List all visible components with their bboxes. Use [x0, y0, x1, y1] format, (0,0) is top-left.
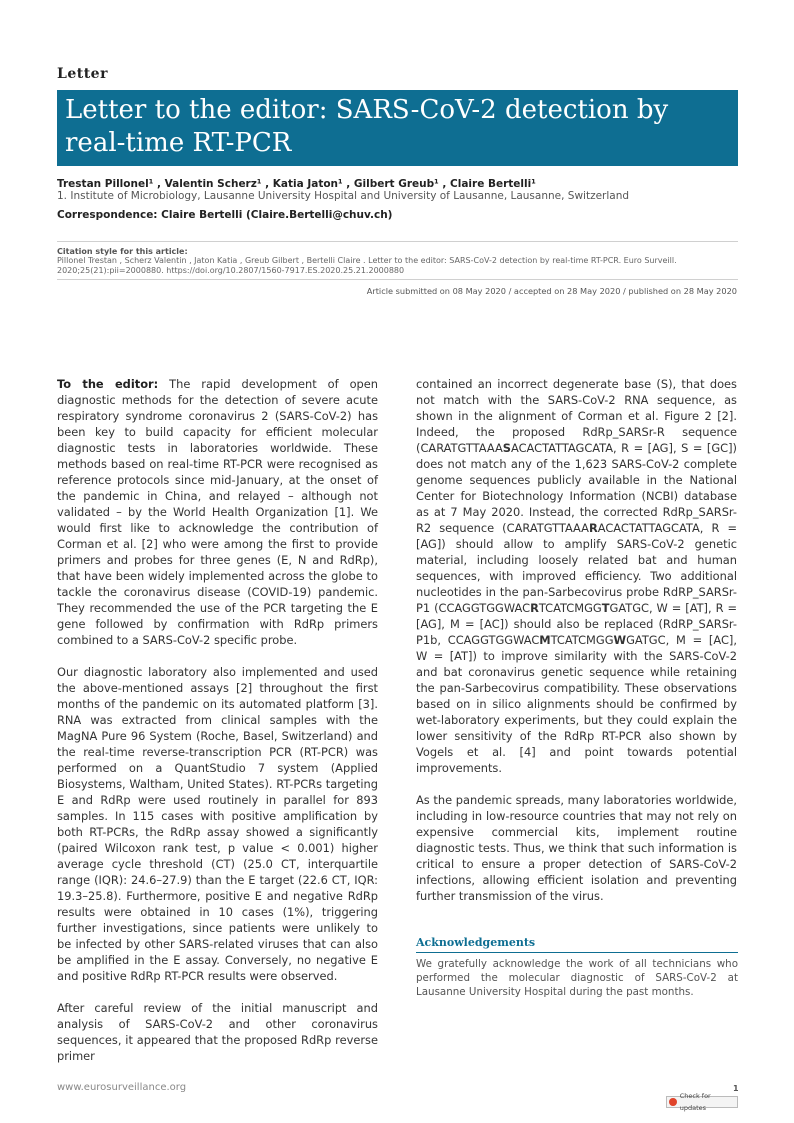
divider — [57, 279, 738, 280]
body-column-left — [57, 376, 378, 1080]
paragraph-1: To the editor: The rapid development of open diagnostic methods for the detection of severe acute respiratory syndrome coronavirus 2 (SARS-CoV-2) has been key to build capacity for efficient molecular diagnostic tests in laboratories worldwide. These methods based on real-time RT-PCR were recognised as reference protocols since mid-January, at the onset of the pandemic in China, and relayed – although not validated – by the World Health Organization [1]. We would first like to acknowledge the contribution of Corman et al. [2] who were among the first to provide primers and probes for three genes (E, N and RdRp), that have been widely implemented across the globe to tackle the coronavirus disease (COVID-19) pandemic. They recommended the use of the PCR targeting the E gene followed by confirmation with RdRp primers combined to a SARS-CoV-2 specific probe. — [57, 377, 379, 647]
divider — [57, 241, 738, 242]
citation-text[interactable]: Pillonel Trestan , Scherz Valentin , Jaton Katia , Greub Gilbert , Bertelli Claire . Letter to the editor: SARS-CoV-2 detection by real-time RT-PCR. Euro Surveill. 2020;25(21):pii=2000880. https://doi.org/10.2807/1560-7917.ES.2020.25.21.2000880 — [57, 256, 677, 275]
check-for-updates-button[interactable] — [666, 1092, 738, 1112]
title-band — [57, 90, 738, 166]
acknowledgements-text: We gratefully acknowledge the work of all technicians who performed the molecular diagnostic of SARS-CoV-2 at Lausanne University Hospital during the past months. — [416, 958, 738, 998]
article-dates: Article submitted on 08 May 2020 / accepted on 28 May 2020 / published on 28 May 2020 — [366, 286, 737, 296]
article-title: Letter to the editor: SARS-CoV-2 detection by real-time RT-PCR — [65, 95, 669, 158]
paragraph-3: After careful review of the initial manuscript and analysis of SARS-CoV-2 and other coronavirus sequences, it appeared that the proposed RdRp reverse primer — [57, 1001, 378, 1063]
page-number: 1 — [733, 1084, 739, 1093]
section-label: Letter — [57, 66, 108, 82]
footer-site-link[interactable]: www.eurosurveillance.org — [57, 1082, 187, 1093]
author-list: Trestan Pillonel¹ , Valentin Scherz¹ , Katia Jaton¹ , Gilbert Greub¹ , Claire Bertelli¹ — [57, 178, 536, 190]
paragraph-2: Our diagnostic laboratory also implemented and used the above-mentioned assays [2] throughout the first months of the pandemic on its automated platform [3]. RNA was extracted from clinical samples with the MagNA Pure 96 System (Roche, Basel, Switzerland) and the real-time reverse-transcription PCR (RT-PCR) was performed on a QuantStudio 7 system (Applied Biosystems, Waltham, United States). RT-PCRs targeting E and RdRp were used routinely in parallel for 893 samples. In 115 cases with positive amplification by both RT-PCRs, the RdRp assay showed a significantly (paired Wilcoxon rank test, p value < 0.001) higher average cycle threshold (CT) (25.0 CT, interquartile range (IQR): 24.6–27.9) than the E target (22.6 CT, IQR: 19.3–25.8). Furthermore, positive E and negative RdRp results were obtained in 10 cases (1%), triggering further investigations, since patients were unlikely to be infected by other SARS-related viruses that can also be amplified in the E assay. Conversely, no negative E and positive RdRp RT-PCR results were observed. — [57, 665, 378, 983]
check-for-updates-label: Check for updates — [679, 1092, 711, 1112]
citation-heading: Citation style for this article: — [57, 247, 188, 256]
correspondence[interactable]: Correspondence: Claire Bertelli (Claire.Bertelli@chuv.ch) — [57, 209, 393, 221]
paragraph-5: As the pandemic spreads, many laboratories worldwide, including in low-resource countries that may not rely on expensive commercial kits, implement routine diagnostic tests. Thus, we think that such information is critical to ensure a proper detection of SARS-CoV-2 infections, allowing efficient isolation and preventing further transmission of the virus. — [416, 793, 737, 903]
paragraph-4: contained an incorrect degenerate base (S), that does not match with the SARS-CoV-2 RNA sequence, as shown in the alignment of Corman et al. Figure 2 [2]. Indeed, the proposed RdRp_SARSr-R sequence (CARATGTTAAASACACTATTAGCATA, R = [AG], S = [GC]) does not match any of the 1,623 SARS-CoV-2 complete genome sequences publicly available in the National Center for Biotechnology Information (NCBI) database as at 7 May 2020. Instead, the corrected RdRp_SARSr-R2 sequence (CARATGTTAAARACACTATTAGCATA, R = [AG]) should allow to amplify SARS-CoV-2 genetic material, including loosely related bat and human sequences, with improved efficiency. Two additional nucleotides in the pan-Sarbecovirus probe RdRP_SARSr-P1 (CCAGGTGGWACRTCATCMGGTGATGC, W = [AT], R = [AG], M = [AC]) should also be replaced (RdRP_SARSr-P1b, CCAGGTGGWACMTCATCMGGWGATGC, M = [AC], W = [AT]) to improve similarity with the SARS-CoV-2 and bat coronavirus genetic sequence while retaining the pan-Sarbecovirus compatibility. These observations based on in silico alignments should be confirmed by wet-laboratory experiments, but they could explain the lower sensitivity of the RdRp RT-PCR also shown by Vogels et al. [4] and point towards potential improvements. — [416, 377, 737, 775]
affiliation: 1. Institute of Microbiology, Lausanne University Hospital and University of Lausanne, Lausanne, Switzerland — [57, 190, 630, 202]
acknowledgements-title: Acknowledgements — [416, 936, 536, 949]
update-icon — [669, 1098, 677, 1106]
body-column-right — [416, 376, 737, 920]
acknowledgements-rule — [416, 952, 738, 953]
lead-in: To the editor: — [57, 377, 159, 391]
